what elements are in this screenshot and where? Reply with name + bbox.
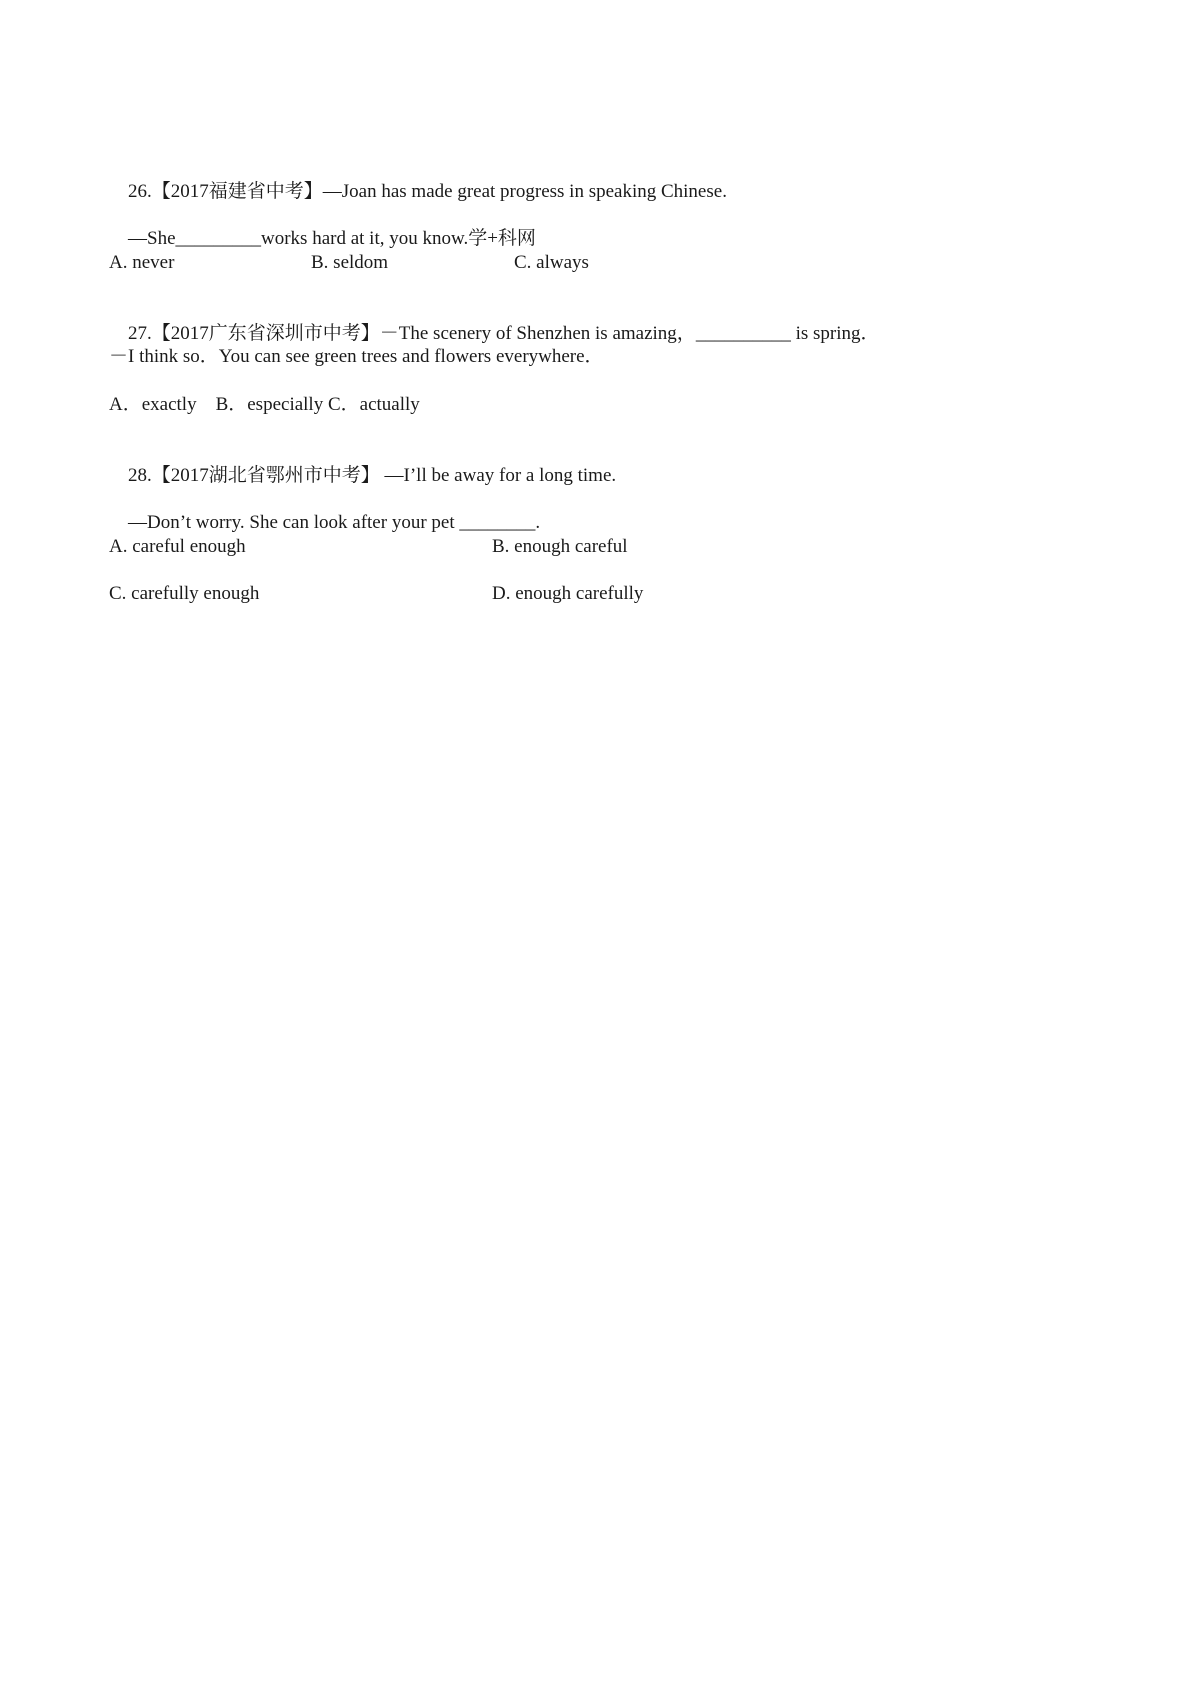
- option-c: C. always: [514, 252, 589, 273]
- question-source: 【2017广东省深圳市中考】: [151, 323, 380, 344]
- option-a: A. careful enough: [109, 536, 246, 557]
- option-d: D. enough carefully: [492, 583, 644, 604]
- question-source: 【2017湖北省鄂州市中考】: [151, 465, 380, 486]
- question-prompt: —Joan has made great progress in speaking Chinese.: [322, 181, 727, 202]
- reply-before: —Don’t worry. She can look after your pet: [128, 512, 460, 533]
- question-source: 【2017福建省中考】: [151, 181, 323, 202]
- answer-blank: ________: [459, 512, 536, 533]
- question-number: 27.: [128, 323, 152, 344]
- option-b: B. seldom: [311, 252, 389, 273]
- option-a: A. never: [109, 252, 175, 273]
- question-number: 26.: [128, 181, 152, 202]
- question-27-options: A．exactly B．especially C．actually: [109, 394, 420, 415]
- answer-blank: _________: [175, 228, 261, 249]
- reply-after: works hard at it, you know.学+科网: [261, 228, 536, 249]
- question-27-reply: －I think so．You can see green trees and flowers everywhere．: [109, 346, 604, 367]
- option-c: C. carefully enough: [109, 583, 260, 604]
- option-b: B. enough careful: [492, 536, 628, 557]
- question-prompt-before: －The scenery of Shenzhen is amazing，: [379, 323, 696, 344]
- question-number: 28.: [128, 465, 152, 486]
- reply-after: .: [535, 512, 541, 533]
- answer-blank: __________: [695, 323, 791, 344]
- question-prompt-after: is spring．: [790, 323, 880, 344]
- question-prompt: —I’ll be away for a long time.: [379, 465, 617, 486]
- reply-before: —She: [128, 228, 176, 249]
